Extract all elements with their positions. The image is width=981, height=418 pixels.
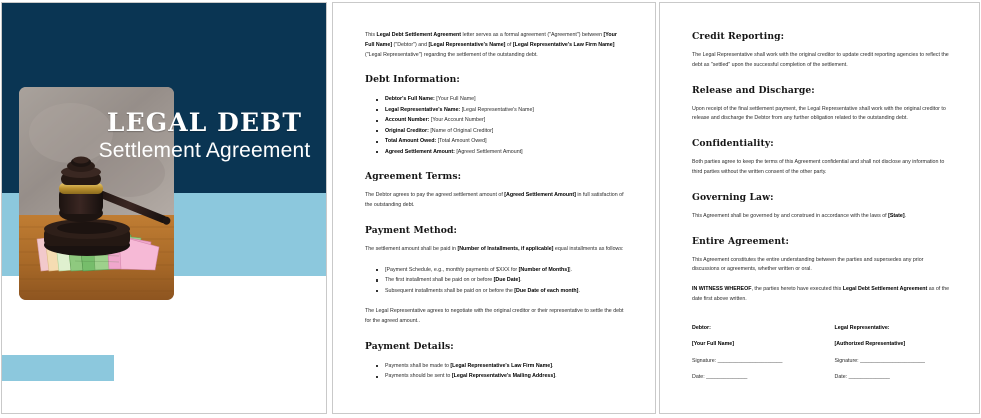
payment-method-text-a: The settlement amount shall be paid in xyxy=(365,245,458,252)
payment-method-installments-placeholder: [Number of Installments, if applicable] xyxy=(457,245,554,252)
pm-item-plain-b: . xyxy=(520,277,522,284)
pd-item-plain-a: Payments should be sent to xyxy=(385,373,452,380)
pd-item-bold: [Legal Representative's Mailing Address] xyxy=(451,373,556,380)
credit-reporting-paragraph: The Legal Representative shall work with the original creditor to update credit reporting agencies to reflect the debt as "settled" upon the successful completion of the settlement. xyxy=(692,52,949,68)
heading-governing-law: Governing Law: xyxy=(692,191,774,203)
agreement-terms-paragraph xyxy=(365,191,627,211)
list-item xyxy=(385,94,627,104)
representative-date-line[interactable]: Date: ______________ xyxy=(834,373,890,380)
heading-payment-method: Payment Method: xyxy=(365,224,458,236)
payment-method-paragraph xyxy=(365,245,627,255)
pm-item-plain-a: [Payment Schedule, e.g., monthly payments of $XXX for xyxy=(385,266,519,273)
list-item xyxy=(385,265,627,275)
debt-item-value: [Your Account Number] xyxy=(429,117,486,124)
pm-item-plain-a: The first installment shall be paid on or before xyxy=(385,277,494,284)
signature-column-representative xyxy=(835,325,952,391)
witness-text-d: as of the date first above written. xyxy=(692,286,950,302)
cover-title-main: LEGAL DEBT xyxy=(106,108,303,137)
list-item xyxy=(385,115,627,125)
entire-agreement-paragraph: This Agreement constitutes the entire understanding between the parties and supersedes any prior discussions or agreements, whether written or oral. xyxy=(692,256,924,273)
pm-item-bold: [Number of Months] xyxy=(518,266,569,273)
intro-text-g: of xyxy=(505,41,513,48)
pm-item-plain-b: ]. xyxy=(569,266,572,273)
agreement-terms-text-a: The Debtor agrees to pay the agreed settlement amount of xyxy=(365,192,505,199)
list-item xyxy=(385,361,627,371)
representative-role-label: Legal Representative: xyxy=(834,324,890,331)
pm-item-plain-a: Subsequent installments shall be paid on or before the xyxy=(385,287,515,294)
intro-text-e: ("Debtor") and xyxy=(392,41,429,48)
intro-paragraph xyxy=(365,31,627,60)
debt-item-label: Debtor's Full Name: xyxy=(385,96,435,103)
heading-debt-information: Debt Information: xyxy=(365,74,460,86)
governing-law-text-c: . xyxy=(904,212,907,219)
debt-item-value: [Your Full Name] xyxy=(434,96,476,103)
intro-text-a: This xyxy=(365,32,377,38)
heading-agreement-terms: Agreement Terms: xyxy=(365,171,462,183)
agreement-terms-amount-placeholder: [Agreed Settlement Amount] xyxy=(504,192,576,199)
debtor-role-label: Debtor: xyxy=(692,324,711,331)
payment-method-text-c: equal installments as follows: xyxy=(553,245,624,252)
list-item xyxy=(385,105,627,115)
debtor-signature-line[interactable]: Signature: ______________________ xyxy=(692,357,783,364)
governing-law-paragraph xyxy=(692,212,951,222)
debtor-name-placeholder: [Your Full Name] xyxy=(692,341,734,348)
intro-firm-placeholder: [Legal Representative's Law Firm Name] xyxy=(512,41,615,48)
intro-text-i: ("Legal Representative") regarding the settlement of the outstanding debt. xyxy=(365,51,538,58)
heading-payment-details: Payment Details: xyxy=(365,340,454,352)
governing-law-text-a: This Agreement shall be governed by and construed in accordance with the laws of xyxy=(692,212,889,219)
release-and-discharge-paragraph: Upon receipt of the final settlement payment, the Legal Representative shall work with the original creditor to release and discharge the Debtor from any further obligation related to the outstanding debt. xyxy=(692,105,946,122)
heading-credit-reporting: Credit Reporting: xyxy=(692,31,785,42)
payment-method-negotiate-paragraph: The Legal Representative agrees to negotiate with the original creditor or their representative to settle the debt for the agreed amount.. xyxy=(365,308,624,324)
debt-item-value: [Agreed Settlement Amount] xyxy=(454,148,523,155)
signature-column-debtor xyxy=(692,325,809,391)
debt-information-list xyxy=(365,94,627,157)
signature-block xyxy=(692,325,951,391)
page-clauses-body xyxy=(660,3,979,413)
debtor-date-line[interactable]: Date: ______________ xyxy=(692,373,748,380)
pd-item-plain-a: Payments shall be made to xyxy=(385,362,451,369)
pd-item-plain-b: . xyxy=(555,373,557,380)
list-item xyxy=(385,126,627,136)
heading-entire-agreement: Entire Agreement: xyxy=(692,235,789,247)
pd-item-bold: [Legal Representative's Law Firm Name] xyxy=(450,362,553,369)
debt-item-label: Legal Representative's Name: xyxy=(385,106,461,113)
agreement-terms-text-c: in full satisfaction of the outstanding debt. xyxy=(365,192,624,209)
list-item xyxy=(385,147,627,157)
payment-method-list xyxy=(365,265,627,296)
page-terms-body xyxy=(333,3,655,413)
debt-item-label: Agreed Settlement Amount: xyxy=(385,148,455,155)
witness-paragraph xyxy=(692,285,951,305)
list-item xyxy=(385,371,627,381)
list-item xyxy=(385,275,627,285)
intro-debtor-placeholder: [Your Full Name] xyxy=(365,32,617,48)
list-item xyxy=(385,286,627,296)
payment-details-list xyxy=(365,361,627,382)
pd-item-plain-b: . xyxy=(552,362,554,369)
intro-text-c: letter serves as a formal agreement ("Agreement") between xyxy=(461,32,604,38)
pm-item-bold: [Due Date of each month] xyxy=(514,287,579,294)
list-item xyxy=(385,136,627,146)
heading-confidentiality: Confidentiality: xyxy=(692,138,774,150)
debt-item-label: Original Creditor: xyxy=(385,127,429,134)
cover-title-group xyxy=(92,110,317,163)
witness-text-b: , the parties hereto have executed this xyxy=(751,286,843,293)
debt-item-label: Total Amount Owed: xyxy=(385,138,437,145)
governing-law-state-placeholder: [State] xyxy=(888,212,905,219)
witness-agreement-name: Legal Debt Settlement Agreement xyxy=(842,286,928,293)
debt-item-value: [Name of Original Creditor] xyxy=(428,127,494,134)
debt-item-label: Account Number: xyxy=(385,117,430,124)
pm-item-bold: [Due Date] xyxy=(493,277,521,284)
pm-item-plain-b: . xyxy=(578,287,580,294)
confidentiality-paragraph: Both parties agree to keep the terms of this Agreement confidential and shall not disclose any information to third parties without the written consent of the other party. xyxy=(692,159,945,175)
representative-name-placeholder: [Authorized Representative] xyxy=(834,341,906,348)
page-terms[interactable] xyxy=(332,2,656,414)
debt-item-value: [Legal Representative's Name] xyxy=(460,106,534,113)
debt-item-value: [Total Amount Owed] xyxy=(436,138,487,145)
cover-title-subtitle: Settlement Agreement xyxy=(98,139,311,163)
heading-release-and-discharge: Release and Discharge: xyxy=(692,84,815,96)
intro-agreement-name: Legal Debt Settlement Agreement xyxy=(376,32,462,38)
cover-light-blue-chip xyxy=(2,355,114,381)
page-cover[interactable] xyxy=(1,2,327,414)
page-clauses[interactable] xyxy=(659,2,980,414)
intro-rep-placeholder: [Legal Representative's Name] xyxy=(428,41,506,48)
representative-signature-line[interactable]: Signature: ______________________ xyxy=(834,357,925,364)
witness-lead-in: IN WITNESS WHEREOF xyxy=(692,286,752,293)
